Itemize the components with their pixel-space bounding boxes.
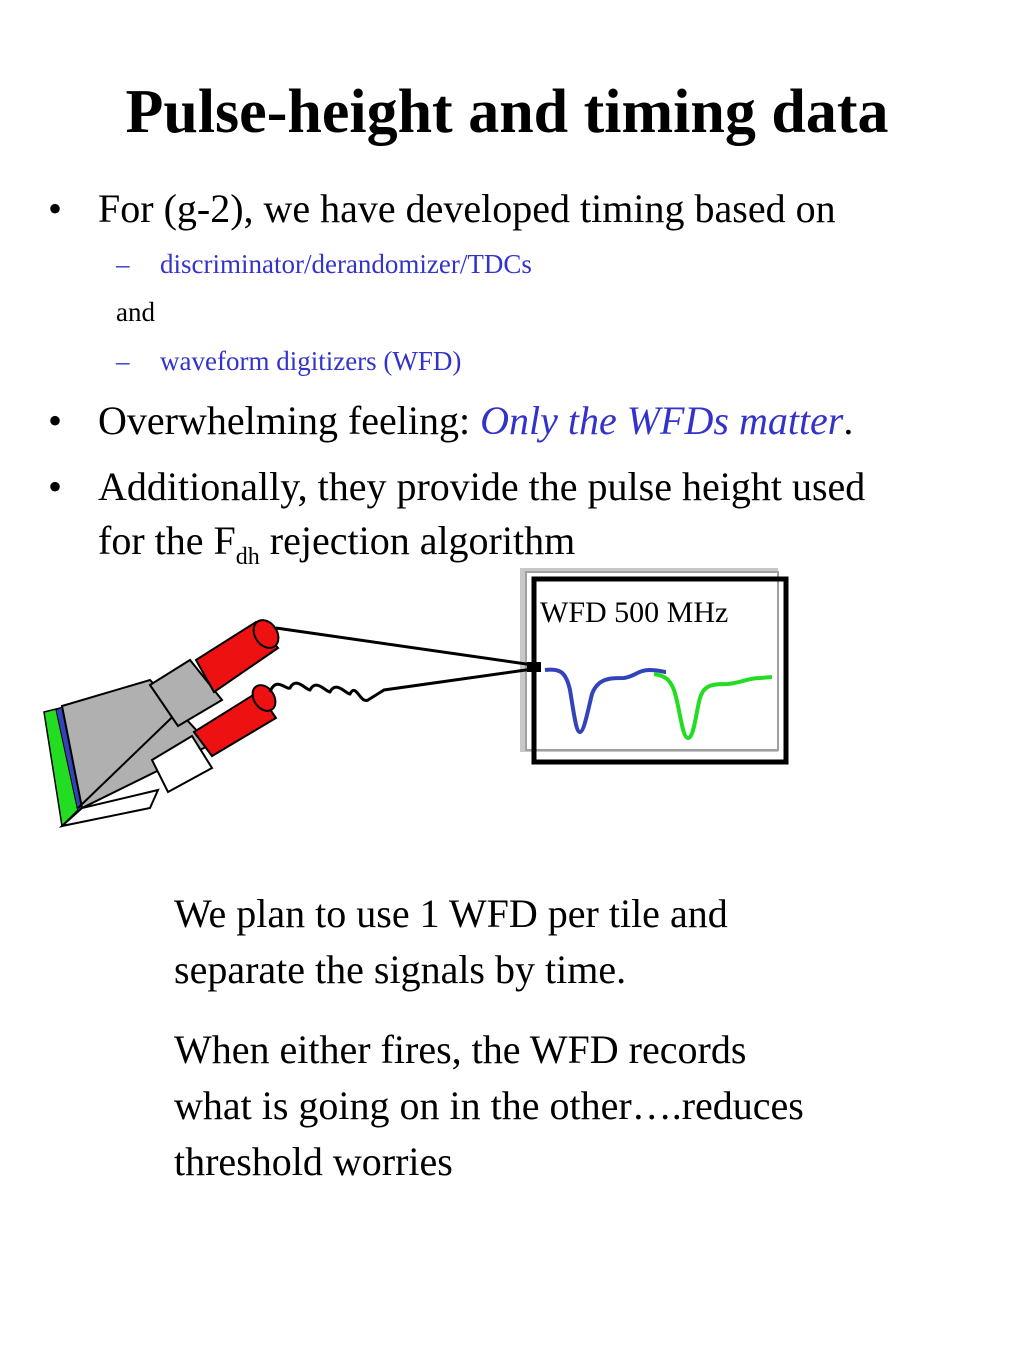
bullet-subscript: dh — [235, 544, 260, 570]
cable-lower-delay-coil — [270, 668, 540, 700]
cable-input-connector — [527, 662, 541, 672]
paragraph-line: threshold worries — [174, 1139, 453, 1184]
paragraph-line: When either fires, the WFD records — [174, 1027, 747, 1072]
sub-marker: – — [116, 249, 130, 279]
bullet-text — [98, 394, 853, 448]
wfd-label: WFD 500 MHz — [540, 596, 729, 629]
paragraph-plan — [174, 886, 954, 998]
sub-text: discriminator/derandomizer/TDCs — [160, 249, 532, 279]
paragraph-line: We plan to use 1 WFD per tile and — [174, 891, 728, 936]
connector-and: and — [116, 297, 155, 327]
paragraph-line: what is going on in the other….reduces — [174, 1083, 804, 1128]
bullet-emphasis: Only the WFDs matter — [480, 398, 844, 443]
bullet-line-2-post: rejection algorithm — [259, 518, 576, 563]
bullet-marker: • — [48, 398, 63, 443]
paragraph-line: separate the signals by time. — [174, 947, 627, 992]
bullet-marker: • — [48, 464, 63, 509]
cable-upper — [276, 628, 540, 666]
bullet-prefix: Overwhelming feeling: — [98, 398, 481, 443]
bullet-line-2-pre: for the F — [98, 518, 236, 563]
detector-wfd-diagram — [0, 560, 1024, 840]
slide-title: Pulse-height and timing data — [125, 78, 889, 146]
paragraph-either-fires — [174, 1022, 954, 1190]
bullet-suffix: . — [843, 398, 854, 443]
bullet-marker: • — [48, 186, 63, 231]
bullet-text: For (g-2), we have developed timing based on — [98, 186, 836, 231]
sub-text: waveform digitizers (WFD) — [160, 346, 462, 376]
bullet-line-1: Additionally, they provide the pulse height used — [98, 464, 866, 509]
sub-marker: – — [116, 346, 130, 376]
